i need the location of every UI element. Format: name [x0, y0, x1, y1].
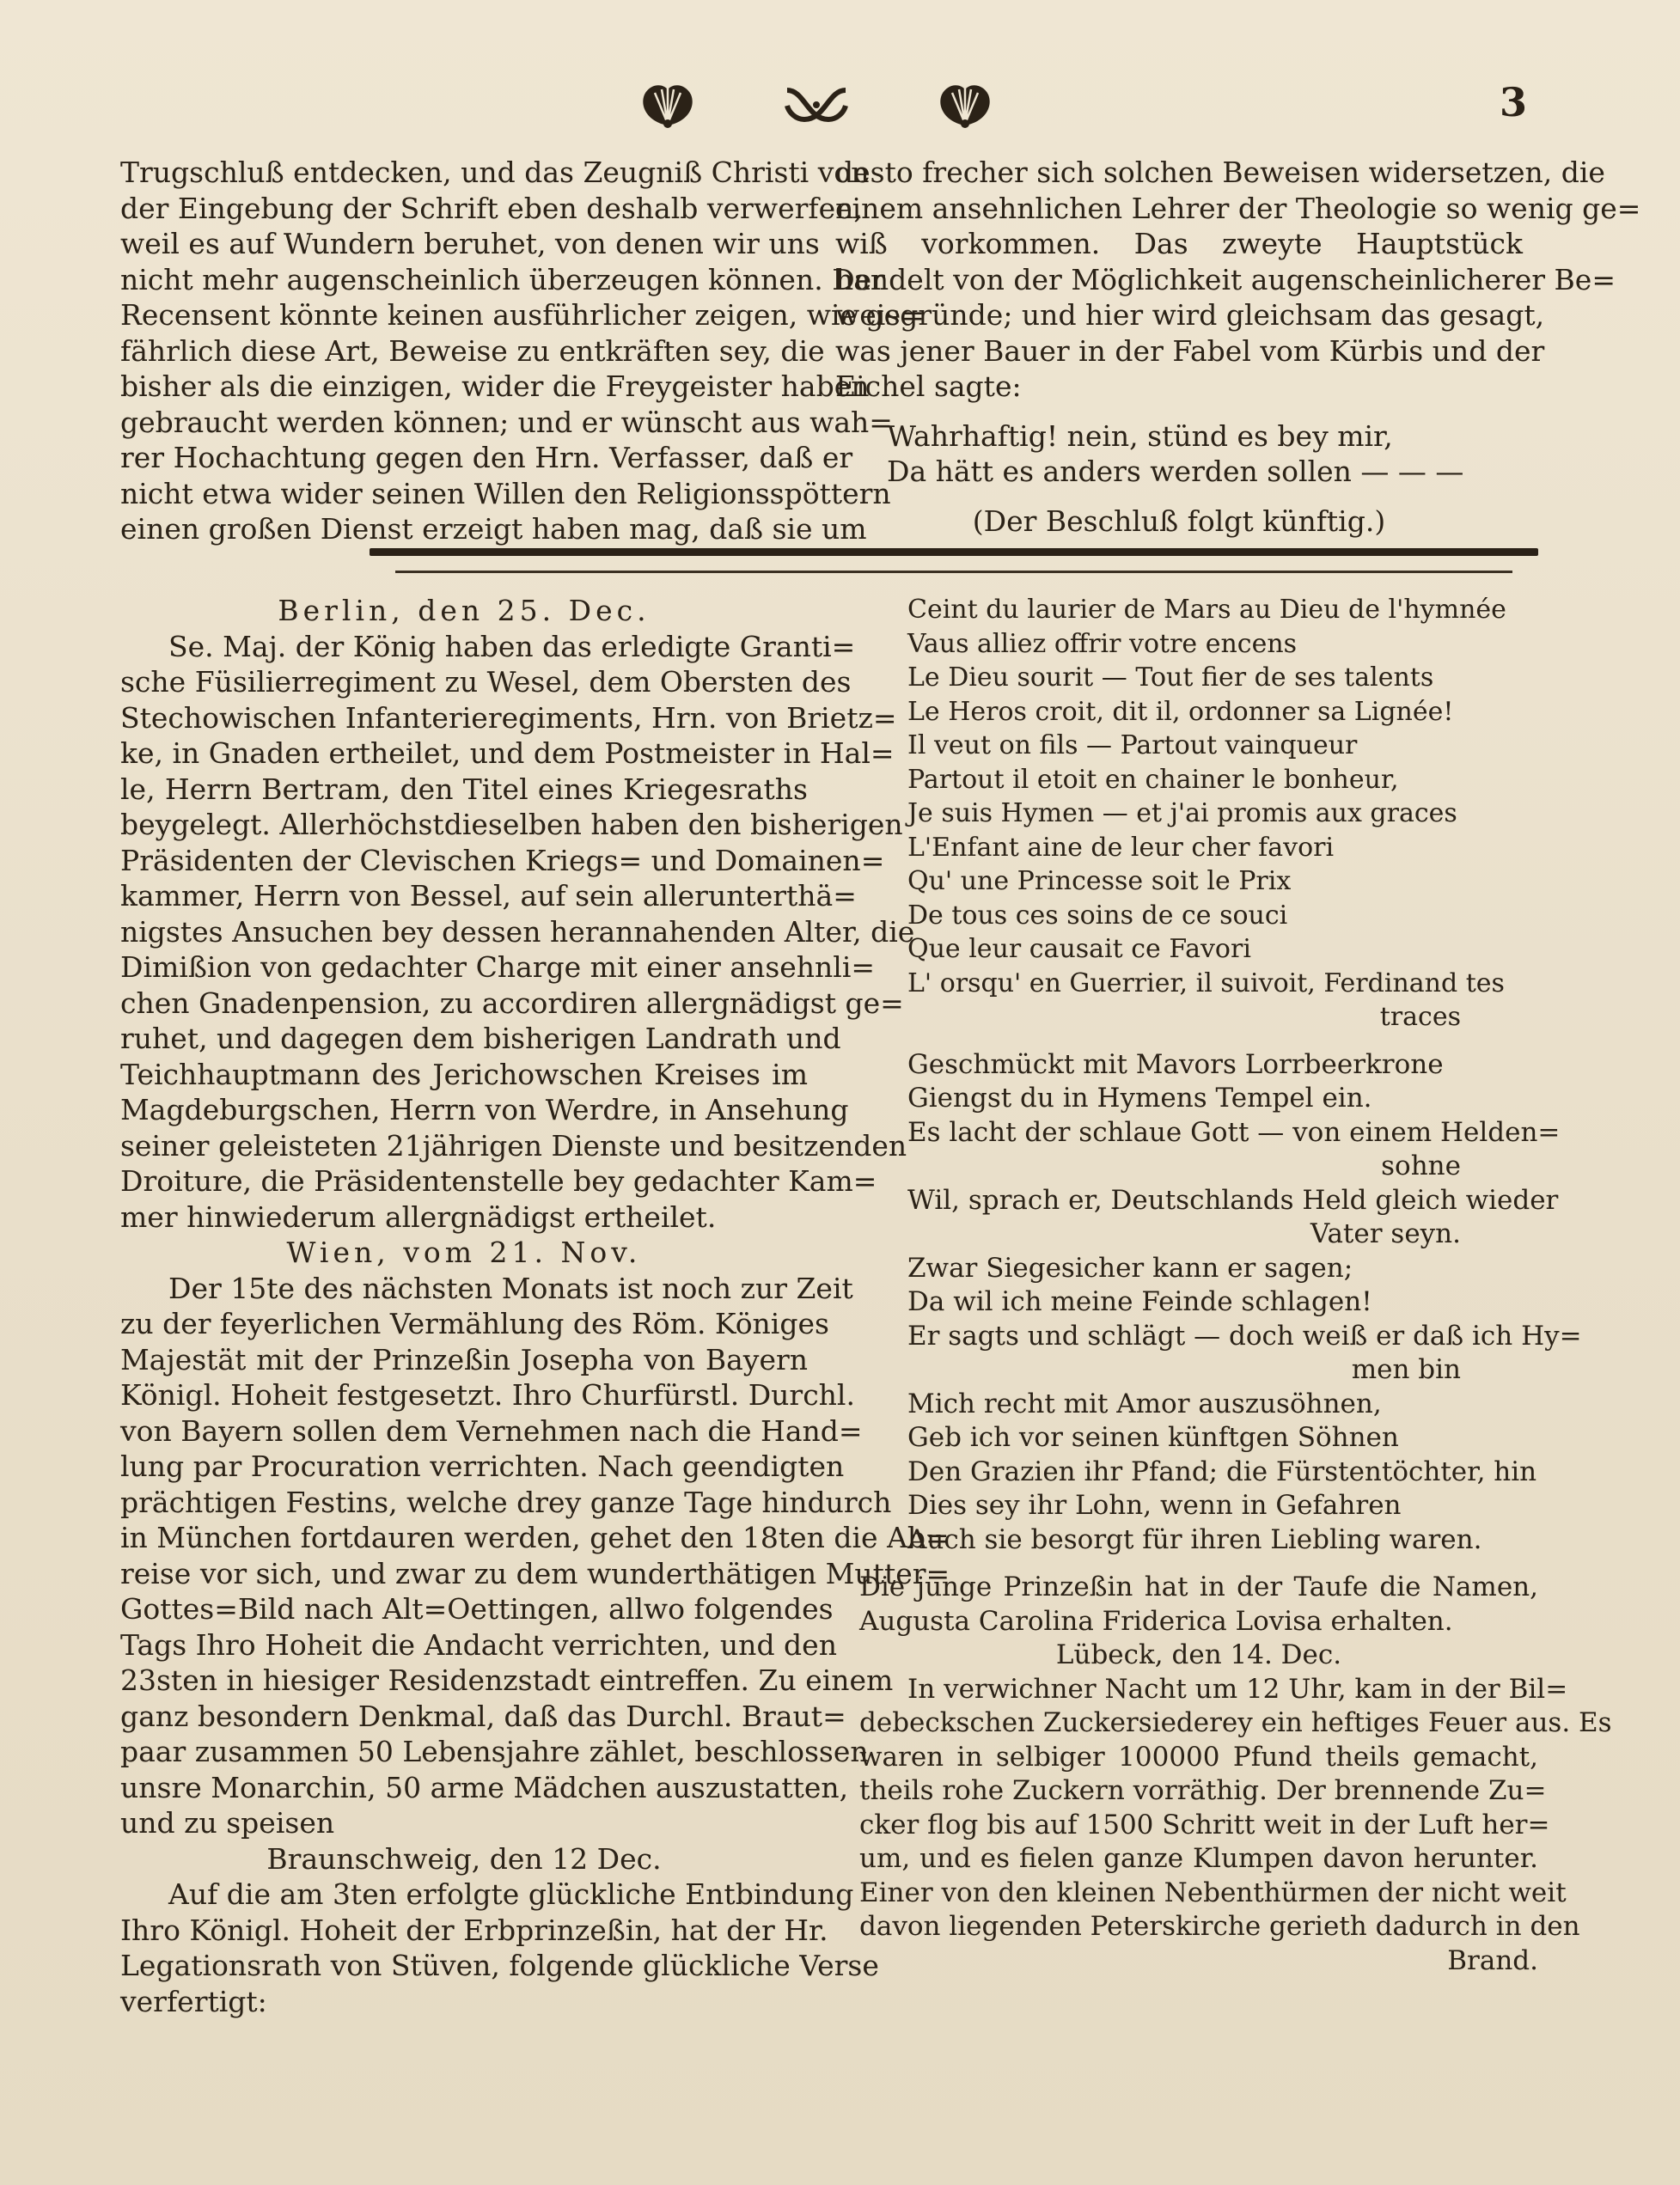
text-line: bisher als die einzigen, wider die Freygeister haben — [120, 369, 870, 403]
french-verse-line: Le Dieu sourit — Tout fier de ses talents — [907, 662, 1434, 693]
text-line: Tags Ihro Hoheit die Andacht verrichten, und den — [120, 1627, 837, 1662]
text-line: chen Gnadenpension, zu accordiren allergnädigst ge= — [120, 986, 904, 1020]
text-line: in München fortdauren werden, gehet den 18ten die Ab= — [120, 1521, 950, 1554]
german-verse-line: Giengst du in Hymens Tempel ein. — [907, 1083, 1372, 1114]
text-line: Majestät mit der Prinzeßin Josepha von Bayern — [120, 1342, 808, 1376]
text-line: desto frecher sich solchen Beweisen widersetzen, die — [835, 156, 1605, 189]
text-line: theils rohe Zuckern vorräthig. Der brennende Zu= — [859, 1775, 1547, 1806]
text-line: Droiture, die Präsidentenstelle bey gedachter Kam= — [120, 1164, 877, 1198]
text-line: weisgründe; und hier wird gleichsam das gesagt, — [835, 298, 1545, 332]
text-line: kammer, Herrn von Bessel, auf sein allerunterthä= — [120, 879, 857, 912]
text-line: Recensent könnte keinen ausführlicher zeigen, wie ge= — [120, 298, 925, 332]
text-line: Dimißion von gedachter Charge mit einer ansehnli= — [120, 950, 876, 984]
news-column-right — [859, 593, 1612, 1978]
french-verse-line: Que leur causait ce Favori — [907, 934, 1251, 964]
text-line: Augusta Carolina Friderica Lovisa erhalten. — [859, 1605, 1453, 1637]
berlin-dateline: Berlin, den 25. Dec. — [278, 594, 651, 627]
french-verse-line: Qu' une Princesse soit le Prix — [907, 866, 1292, 896]
wien-dateline: Wien, vom 21. Nov. — [286, 1236, 642, 1269]
text-line: In verwichner Nacht um 12 Uhr, kam in der Bil= — [907, 1673, 1568, 1705]
french-verse-line: Ceint du laurier de Mars au Dieu de l'hymnée — [907, 595, 1506, 625]
text-line: von Bayern sollen dem Vernehmen nach die Hand= — [120, 1413, 863, 1448]
shell-ornament-icon — [933, 81, 997, 129]
text-line: Eichel sagte: — [835, 369, 1022, 403]
text-line: waren in selbiger 100000 Pfund theils gemacht, — [859, 1741, 1538, 1773]
text-line: seiner geleisteten 21jährigen Dienste und besitzenden — [120, 1128, 907, 1163]
section-divider-thin — [395, 571, 1512, 573]
french-verse-line: Vaus alliez offrir votre encens — [907, 628, 1298, 659]
french-verse-line: traces — [1379, 1002, 1461, 1032]
interlace-ornament-icon — [782, 83, 851, 126]
continuation-note: (Der Beschluß folgt künftig.) — [972, 504, 1386, 538]
german-verse-line: Es lacht der schlaue Gott — von einem Helden= — [907, 1116, 1561, 1148]
text-line: einem ansehnlichen Lehrer der Theologie so wenig ge= — [835, 191, 1641, 225]
german-verse-line: Da wil ich meine Feinde schlagen! — [907, 1286, 1372, 1317]
text-line: nicht mehr augenscheinlich überzeugen können. Der — [120, 262, 885, 296]
french-verse-line: Partout il etoit en chainer le bonheur, — [907, 764, 1399, 795]
german-verse-line: Wil, sprach er, Deutschlands Held gleich wieder — [907, 1184, 1559, 1216]
german-verse-line: Den Grazien ihr Pfand; die Fürstentöchter, hin — [907, 1456, 1537, 1487]
german-verse-line: Mich recht mit Amor auszusöhnen, — [907, 1388, 1382, 1419]
text-line: nigstes Ansuchen bey dessen herannahenden Alter, die — [120, 914, 915, 949]
text-line: Königl. Hoheit festgesetzt. Ihro Churfürstl. Durchl. — [120, 1378, 855, 1412]
german-verse-line: Geb ich vor seinen künftgen Söhnen — [907, 1422, 1399, 1453]
text-line: gebraucht werden können; und er wünscht aus wah= — [120, 405, 893, 439]
text-line: zu der feyerlichen Vermählung des Röm. Königes — [120, 1307, 829, 1340]
german-verse-line: Geschmückt mit Mavors Lorrbeerkrone — [907, 1048, 1444, 1080]
verse-line: Wahrhaftig! nein, stünd es bey mir, — [887, 418, 1393, 453]
text-line: Legationsrath von Stüven, folgende glückliche Verse — [120, 1949, 879, 1982]
german-verse-line: sohne — [1381, 1150, 1461, 1181]
text-line: der Eingebung der Schrift eben deshalb verwerfen, — [120, 191, 863, 225]
text-line: ke, in Gnaden ertheilet, und dem Postmeister in Hal= — [120, 736, 895, 770]
text-line: Präsidenten der Clevischen Kriegs= und Domainen= — [120, 843, 885, 877]
text-line: rer Hochachtung gegen den Hrn. Verfasser, daß er — [120, 441, 853, 474]
text-line: ganz besondern Denkmal, daß das Durchl. Braut= — [120, 1699, 846, 1733]
text-line: Ihro Königl. Hoheit der Erbprinzeßin, hat der Hr. — [120, 1913, 828, 1947]
text-line: mer hinwiederum allergnädigst ertheilet. — [120, 1199, 717, 1234]
french-verse-line: L'Enfant aine de leur cher favori — [907, 832, 1335, 863]
text-line: Stechowischen Infanterieregiments, Hrn. von Brietz= — [120, 700, 897, 735]
text-line: le, Herrn Bertram, den Titel eines Kriegesraths — [120, 772, 808, 806]
text-line: handelt von der Möglichkeit augenscheinlicherer Be= — [835, 262, 1616, 296]
text-line: weil es auf Wundern beruhet, von denen wir uns — [120, 227, 820, 260]
shell-ornament-icon — [636, 81, 699, 129]
text-line: Auf die am 3ten erfolgte glückliche Entbindung — [168, 1877, 854, 1911]
french-verse-line: De tous ces soins de ce souci — [907, 900, 1288, 931]
page-number: 3 — [1499, 79, 1527, 125]
text-line: um, und es fielen ganze Klumpen davon herunter. — [859, 1843, 1538, 1874]
german-verse-line: men bin — [1351, 1354, 1461, 1385]
text-line: paar zusammen 50 Lebensjahre zählet, beschlossen — [120, 1735, 869, 1768]
text-line: Die junge Prinzeßin hat in der Taufe die Namen, — [859, 1572, 1538, 1602]
text-line: und zu speisen — [120, 1806, 335, 1840]
text-line: was jener Bauer in der Fabel vom Kürbis und der — [835, 333, 1545, 368]
text-line: Se. Maj. der König haben das erledigte Granti= — [168, 629, 856, 663]
text-line: nicht etwa wider seinen Willen den Religionsspöttern — [120, 476, 891, 510]
text-line: sche Füsilierregiment zu Wesel, dem Obersten des — [120, 665, 852, 699]
text-line: Einer von den kleinen Nebenthürmen der nicht weit — [859, 1877, 1567, 1908]
review-continuation-right — [835, 155, 1641, 539]
german-verse-line: Auch sie besorgt für ihren Liebling waren. — [907, 1523, 1482, 1555]
text-line: reise vor sich, und zwar zu dem wunderthätigen Mutter= — [120, 1556, 950, 1590]
verse-line: Da hätt es anders werden sollen — — — — [887, 455, 1464, 488]
text-line: davon liegenden Peterskirche gerieth dadurch in den — [859, 1911, 1580, 1942]
text-line: Trugschluß entdecken, und das Zeugniß Christi von — [120, 156, 870, 189]
text-line: prächtigen Festins, welche drey ganze Tage hindurch — [120, 1485, 892, 1519]
luebeck-dateline: Lübeck, den 14. Dec. — [1055, 1639, 1342, 1670]
text-line: einen großen Dienst erzeigt haben mag, daß sie um — [120, 512, 867, 546]
text-line: Der 15te des nächsten Monats ist noch zur Zeit — [168, 1271, 853, 1305]
text-line: 23sten in hiesiger Residenzstadt eintreffen. Zu einem — [120, 1663, 894, 1697]
text-line: Gottes=Bild nach Alt=Oettingen, allwo folgendes — [120, 1592, 834, 1626]
news-column-left — [120, 593, 950, 2019]
text-line: cker flog bis auf 1500 Schritt weit in der Luft her= — [859, 1809, 1550, 1840]
text-line: Teichhauptmann des Jerichowschen Kreises im — [120, 1057, 808, 1091]
french-verse-line: Le Heros croit, dit il, ordonner sa Lignée! — [907, 696, 1454, 727]
german-verse-line: Dies sey ihr Lohn, wenn in Gefahren — [907, 1490, 1402, 1521]
text-line: lung par Procuration verrichten. Nach geendigten — [120, 1450, 845, 1483]
french-verse-line: Il veut on fils — Partout vainqueur — [907, 730, 1358, 760]
text-line: debeckschen Zuckersiederey ein heftiges Feuer aus. Es — [859, 1707, 1612, 1738]
french-verse-line: L' orsqu' en Guerrier, il suivoit, Ferdinand tes — [907, 967, 1505, 998]
text-line: wiß vorkommen. Das zweyte Hauptstück — [835, 227, 1523, 260]
review-continuation-left — [120, 155, 925, 547]
text-line: ruhet, und dagegen dem bisherigen Landrath und — [120, 1022, 841, 1055]
text-line: Magdeburgschen, Herrn von Werdre, in Ansehung — [120, 1093, 849, 1126]
text-line: beygelegt. Allerhöchstdieselben haben den bisherigen — [120, 808, 903, 841]
german-verse-line: Zwar Siegesicher kann er sagen; — [907, 1252, 1353, 1284]
header-ornaments — [636, 79, 997, 131]
french-verse-line: Je suis Hymen — et j'ai promis aux graces — [907, 798, 1457, 828]
text-line: verfertigt: — [120, 1984, 267, 2018]
german-verse-line: Vater seyn. — [1310, 1218, 1461, 1249]
text-line: unsre Monarchin, 50 arme Mädchen auszustatten, — [120, 1770, 849, 1804]
catchword: Brand. — [1447, 1944, 1538, 1976]
german-verse-line: Er sagts und schlägt — doch weiß er daß ich Hy= — [907, 1320, 1582, 1352]
braunschweig-dateline: Braunschweig, den 12 Dec. — [266, 1841, 662, 1876]
text-line: fährlich diese Art, Beweise zu entkräften sey, die — [120, 333, 825, 368]
section-divider-thick — [370, 548, 1538, 556]
